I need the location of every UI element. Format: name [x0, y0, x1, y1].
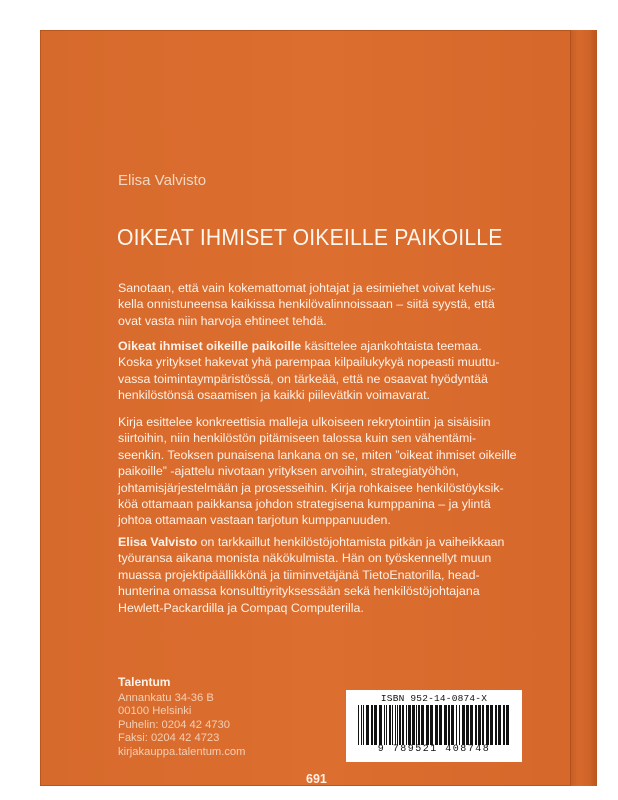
paragraph-4	[118, 534, 518, 616]
barcode-bar	[482, 705, 484, 745]
publisher-address-line-1: Annankatu 34-36 B	[118, 691, 214, 704]
barcode-bar	[358, 705, 359, 745]
barcode-bar	[426, 705, 429, 745]
barcode-bar	[470, 705, 473, 745]
barcode-bar	[451, 705, 454, 745]
publisher-block	[118, 676, 245, 759]
barcode-bar	[389, 705, 391, 745]
paragraph-3-text: Kirja esittelee konkreettisia malleja ulkoiseen rekrytointiin ja sisäisiin siirtoihin, niin henkilöstön pitämiseen talossa kuin sen vähentämi-seenkin. Teoksen punaisena lankana on se, miten ”oikeat ihmiset oikeille paikoille” -ajattelu nivotaan yrityksen arvoihin, strategiatyöhön, johtamisjärjestelmään ja prosesseihin. Kirja rohkaisee henkilöstöyksik-köä ottamaan paikkansa johdon strategisena kumppanina – ja ylintä johtoa ottamaan vastaan tarjotun kumppanuuden.	[118, 415, 517, 528]
paragraph-2-bold: Oikeat ihmiset oikeille paikoille	[118, 339, 302, 353]
barcode-bar	[475, 705, 477, 745]
book-title: OIKEAT IHMISET OIKEILLE PAIKOILLE	[117, 224, 503, 250]
barcode-bar	[459, 705, 460, 745]
barcode-bar	[462, 705, 465, 745]
paragraph-3	[118, 414, 518, 529]
barcode-bar	[408, 705, 411, 745]
barcode-bar	[495, 705, 497, 745]
publisher-name: Talentum	[118, 675, 171, 689]
paragraph-4-bold: Elisa Valvisto	[118, 535, 198, 549]
barcode-bar	[486, 705, 489, 745]
barcode-bar	[439, 705, 442, 745]
paragraph-1	[118, 280, 518, 329]
barcode-bar	[416, 705, 417, 745]
barcode-bar	[506, 705, 509, 745]
barcode-bar	[386, 705, 387, 745]
barcode-bar	[361, 705, 362, 745]
barcode-bar	[466, 705, 469, 745]
barcode-icon	[354, 705, 514, 745]
barcode-bar	[498, 705, 501, 745]
paragraph-1-text: Sanotaan, että vain kokemattomat johtajat ja esimiehet voivat kehus-kella onnistuneensa kaikissa henkilövalinnoissaan – siitä syystä, että ovat vasta niin harvoja ehtineet tehdä.	[118, 281, 496, 328]
barcode-bar	[384, 705, 385, 745]
isbn-text: ISBN 952-14-0874-X	[380, 693, 488, 704]
spine-edge	[570, 30, 597, 786]
barcode-bar	[371, 705, 373, 745]
barcode-bar	[418, 705, 420, 745]
barcode-bar	[392, 705, 393, 745]
ean-text: 9 789521 408748	[377, 744, 491, 755]
publisher-phone: Puhelin: 0204 42 4730	[118, 718, 230, 731]
paragraph-2	[118, 338, 518, 404]
paragraph-4-text: on tarkkaillut henkilöstöjohtamista pitkän ja vaiheikkaan työuransa aikana monista näkökulmista. Hän on työskennellyt muun muassa projektipäällikkönä ja tiiminvetäjänä TietoEnatorilla, head-hunterina omassa konsulttiyrityksessään sekä henkilöstöjohtajana Hewlett-Packardilla ja Compaq Computerilla.	[118, 535, 505, 615]
barcode-bar	[421, 705, 424, 745]
author-name: Elisa Valvisto	[118, 172, 207, 189]
barcode-bar	[444, 705, 447, 745]
publisher-website: kirjakauppa.talentum.com	[118, 745, 246, 758]
barcode-bar	[412, 705, 415, 745]
barcode-bar	[363, 705, 364, 745]
barcode-bar	[430, 705, 433, 745]
barcode-bar	[435, 705, 438, 745]
barcode-bar	[397, 705, 398, 745]
barcode-bar	[366, 705, 369, 745]
paragraph-2-text: käsittelee ajankohtaista teemaa. Koska yritykset hakevat yhä parempaa kilpailukykyä nopeasti muuttu-vassa toimintaympäristössä, on tärkeää, että ne osaavat hyödyntää henkilöstönsä osaamisen ja kaikki piilevätkin voimavarat.	[118, 339, 500, 403]
book-back-cover	[40, 30, 596, 786]
barcode-bar	[406, 705, 407, 745]
barcode-bar	[490, 705, 493, 745]
barcode-label	[346, 690, 522, 762]
barcode-bar	[448, 705, 450, 745]
barcode-bar	[478, 705, 481, 745]
publisher-fax: Faksi: 0204 42 4723	[118, 732, 220, 744]
publisher-address-line-2: 00100 Helsinki	[118, 705, 192, 717]
barcode-bar	[395, 705, 396, 745]
class-code: 691	[306, 772, 327, 786]
barcode-bar	[503, 705, 505, 745]
barcode-bar	[402, 705, 404, 745]
barcode-bar	[374, 705, 377, 745]
barcode-bar	[379, 705, 382, 745]
barcode-bar	[456, 705, 457, 745]
barcode-bar	[399, 705, 401, 745]
